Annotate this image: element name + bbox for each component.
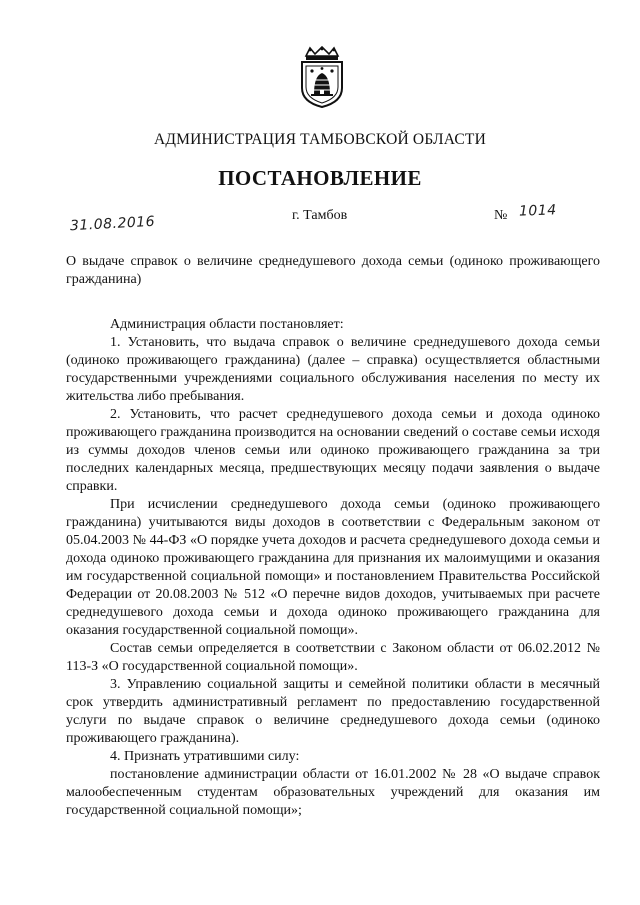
body-paragraph: Состав семьи определяется в соответствии с Законом области от 06.02.2012 № 113-З «О государственной социальной помощи».	[66, 641, 600, 674]
document-city: г. Тамбов	[292, 208, 348, 223]
issuing-authority: АДМИНИСТРАЦИЯ ТАМБОВСКОЙ ОБЛАСТИ	[154, 131, 486, 148]
document-subject: О выдаче справок о величине среднедушевого дохода семьи (одиноко проживающего гражданина)	[66, 254, 600, 287]
document-date: 31.08.2016	[69, 213, 156, 235]
body-paragraph: 2. Установить, что расчет среднедушевого дохода семьи и дохода одиноко проживающего гражданина производится на основании сведений о составе семьи исходя из суммы доходов членов семьи или одиноко проживающего гражданина за три последних календарных месяца, предшествующих месяцу подачи заявления о выдаче справки.	[66, 407, 600, 494]
body-paragraph: постановление администрации области от 16.01.2002 № 28 «О выдаче справок малообеспеченным студентам образовательных учреждений для оказания им государственной социальной помощи»;	[66, 767, 600, 818]
coat-of-arms-icon	[296, 46, 348, 108]
body-paragraph: 1. Установить, что выдача справок о величине среднедушевого дохода семьи (одиноко проживающего гражданина) (далее – справка) осуществляется областными государственными учреждениями социального обслуживания населения по месту их жительства либо пребывания.	[66, 335, 600, 404]
body-paragraph: 3. Управлению социальной защиты и семейной политики области в месячный срок утвердить административный регламент по предоставлению государственной услуги по выдаче справок о величине среднедушевого дохода семьи (одиноко проживающего гражданина).	[66, 677, 600, 746]
preamble: Администрация области постановляет:	[110, 317, 344, 332]
document-body	[66, 316, 600, 820]
document-number: 1014	[518, 202, 557, 220]
body-paragraph: 4. Признать утратившими силу:	[110, 749, 300, 764]
body-paragraph: При исчислении среднедушевого дохода семьи (одиноко проживающего гражданина) учитываются виды доходов в соответствии с Федеральным законом от 05.04.2003 № 44-ФЗ «О порядке учета доходов и расчета среднедушевого дохода семьи и дохода одиноко проживающего гражданина для признания их малоимущими и оказания им государственной социальной помощи» и постановлением Правительства Российской Федерации от 20.08.2003 № 512 «О перечне видов доходов, учитываемых при расчете среднедушевого дохода семьи и дохода одиноко проживающего гражданина для оказания государственной социальной помощи».	[66, 497, 600, 638]
document-number-label: №	[494, 208, 508, 223]
document-type-title: ПОСТАНОВЛЕНИЕ	[218, 166, 422, 190]
